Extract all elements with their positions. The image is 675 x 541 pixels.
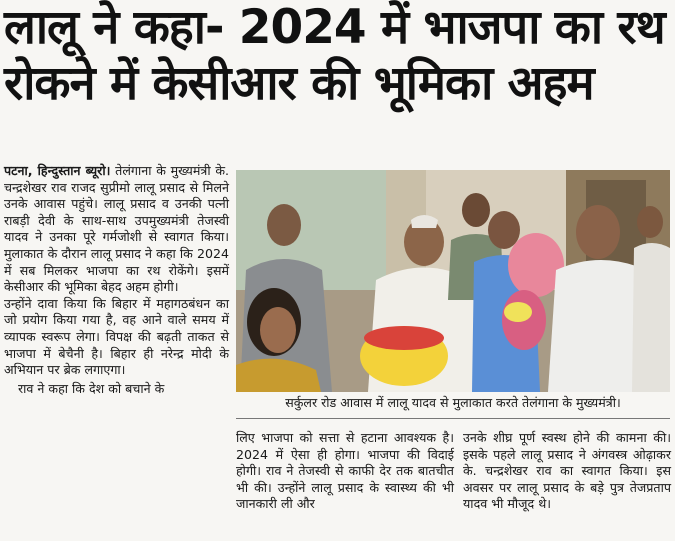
- dateline: पटना, हिन्दुस्तान ब्यूरो।: [4, 163, 111, 178]
- article-column-1: [4, 163, 229, 397]
- headline: [4, 0, 671, 112]
- photo-illustration: [236, 170, 670, 392]
- article-paragraph-5: उनके शीघ्र पूर्ण स्वस्थ होने की कामना की। इसके पहले लालू प्रसाद ने अंगवस्त्र ओढ़ाकर के. चन्द्रशेखर राव का स्वागत किया। इस अवसर पर लालू प्रसाद के बड़े पुत्र तेजप्रताप यादव भी मौजूद थे।: [463, 430, 671, 512]
- headline-line-2: रोकने में केसीआर की भूमिका अहम: [4, 56, 594, 111]
- article-paragraph-1: [4, 163, 229, 296]
- caption-divider: [236, 418, 670, 419]
- headline-line-1: लालू ने कहा- 2024 में भाजपा का रथ: [4, 0, 665, 55]
- article-paragraph-2: उन्होंने दावा किया कि बिहार में महागठबंधन का जो प्रयोग किया गया है, वह आने वाले समय में व्यापक स्वरूप लेगा। विपक्ष की बढ़ती ताकत से भाजपा में बेचैनी है। बिहार ही नरेन्द्र मोदी के अभियान पर ब्रेक लगाएगा।: [4, 295, 229, 378]
- article-column-2: [236, 430, 454, 513]
- article-text: तेलंगाना के मुख्यमंत्री के. चन्द्रशेखर राव राजद सुप्रीमो लालू प्रसाद से मिलने उनके आवास पहुंचे। लालू प्रसाद व उनकी पत्नी राबड़ी देवी के साथ-साथ उपमुख्यमंत्री तेजस्वी यादव ने उनका पूरे गर्मजोशी से स्वागत किया। मुलाकात के दौरान लालू प्रसाद ने कहा कि 2024 में सब मिलकर भाजपा का रथ रोकेंगे। इसमें केसीआर की भूमिका बेहद अहम होगी।: [4, 163, 230, 295]
- article-paragraph-4: लिए भाजपा को सत्ता से हटाना आवश्यक है। 2024 में ऐसा ही होगा। भाजपा की विदाई होगी। राव ने तेजस्वी से काफी देर तक बातचीत भी की। उन्होंने लालू प्रसाद के स्वास्थ्य की भी जानकारी ली और: [236, 430, 454, 512]
- article-column-3: [463, 430, 671, 513]
- news-photo: [236, 170, 670, 392]
- photo-caption: सर्कुलर रोड आवास में लालू यादव से मुलाकात करते तेलंगाना के मुख्यमंत्री।: [285, 395, 621, 410]
- article-paragraph-3: राव ने कहा कि देश को बचाने के: [18, 380, 165, 396]
